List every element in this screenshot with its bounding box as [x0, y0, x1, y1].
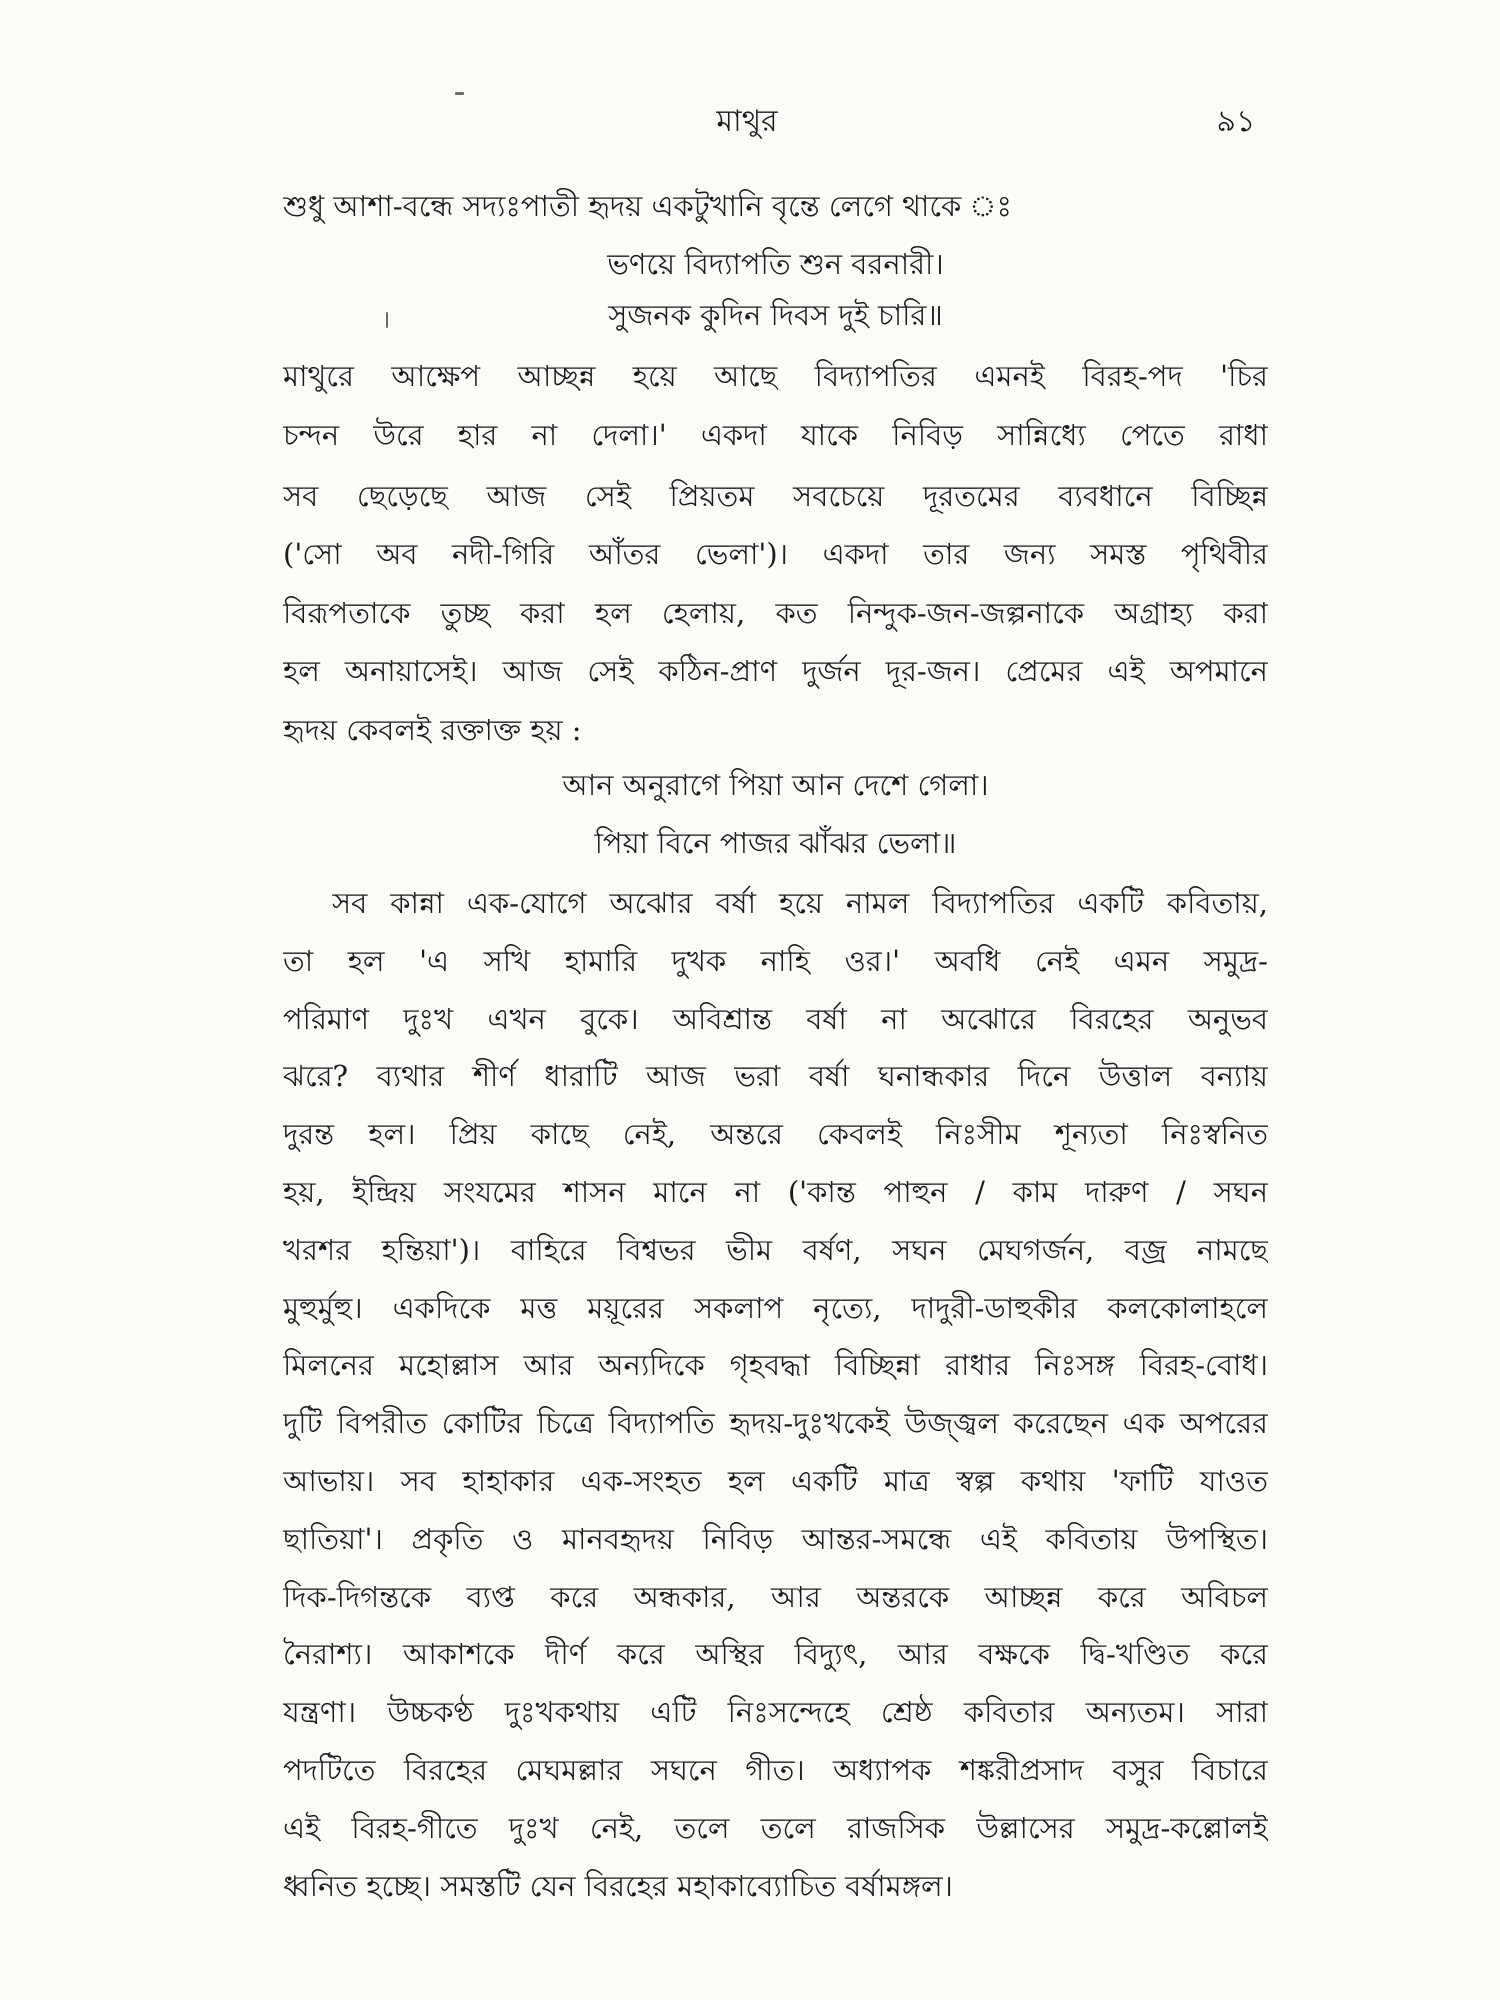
verse-1-line: ভণয়ে বিদ্যাপতি শুন বরনারী। [607, 247, 944, 281]
paragraph-2-line: মুহুর্মুহু। একদিকে মত্ত ময়ূরের সকলাপ নৃত্যে, দাদুরী-ডাহুকীর কলকোলাহলে [283, 1291, 1268, 1325]
paragraph-2-line: আভায়। সব হাহাকার এক-সংহত হল একটি মাত্র স্বল্প কথায় 'ফাটি যাওত [283, 1464, 1268, 1498]
paragraph-2-line: দুরন্ত হল। প্রিয় কাছে নেই, অন্তরে কেবলই নিঃসীম শূন্যতা নিঃস্বনিত [283, 1117, 1268, 1151]
running-title: মাথুর [716, 104, 778, 139]
intro-line: শুধু আশা-বন্ধে সদ্যঃপাতী হৃদয় একটুখানি বৃন্তে লেগে থাকে ঃ [283, 189, 1012, 223]
paragraph-2-line: ঝরে? ব্যথার শীর্ণ ধারাটি আজ ভরা বর্ষা ঘনান্ধকার দিনে উত্তাল বন্যায় [283, 1059, 1268, 1093]
paragraph-2-line: যন্ত্রণা। উচ্চকণ্ঠ দুঃখকথায় এটি নিঃসন্দেহে শ্রেষ্ঠ কবিতার অন্যতম। সারা [283, 1695, 1268, 1729]
paragraph-1-line: চন্দন উরে হার না দেলা।' একদা যাকে নিবিড় সান্নিধ্যে পেতে রাধা [283, 418, 1268, 452]
paragraph-2-line: ধ্বনিত হচ্ছে। সমস্তটি যেন বিরহের মহাকাব্যোচিত বর্ষামঙ্গল। [283, 1869, 953, 1903]
verse-1-line: সুজনক কুদিন দিবস দুই চারি॥ [608, 298, 943, 332]
paragraph-1-line: হৃদয় কেবলই রক্তাক্ত হয় : [283, 713, 582, 747]
paragraph-2-line: পদটিতে বিরহের মেঘমল্লার সঘনে গীত। অধ্যাপক শঙ্করীপ্রসাদ বসুর বিচারে [283, 1753, 1268, 1787]
paragraph-2-line: ছাতিয়া'। প্রকৃতি ও মানবহৃদয় নিবিড় আন্তর-সমন্ধে এই কবিতায় উপস্থিত। [283, 1522, 1268, 1556]
paragraph-2-line: তা হল 'এ সখি হামারি দুখক নাহি ওর।' অবধি নেই এমন সমুদ্র- [283, 944, 1268, 978]
page-number: ৯১ [1216, 104, 1256, 139]
paragraph-2-line: হয়, ইন্দ্রিয় সংযমের শাসন মানে না ('কান্ত পাহুন / কাম দারুণ / সঘন [283, 1175, 1268, 1209]
paragraph-2-line: সব কান্না এক-যোগে অঝোর বর্ষা হয়ে নামল বিদ্যাপতির একটি কবিতায়, [332, 886, 1268, 920]
paragraph-1-line: মাথুরে আক্ষেপ আচ্ছন্ন হয়ে আছে বিদ্যাপতির এমনই বিরহ-পদ 'চির [283, 359, 1268, 393]
paragraph-2-line: খরশর হন্তিয়া')। বাহিরে বিশ্বভর ভীম বর্ষণ, সঘন মেঘগর্জন, বজ্র নামছে [283, 1233, 1268, 1267]
paragraph-2-line: পরিমাণ দুঃখ এখন বুকে। অবিশ্রান্ত বর্ষা না অঝোরে বিরহের অনুভব [283, 1002, 1268, 1036]
paragraph-1-line: হল অনায়াসেই। আজ সেই কঠিন-প্রাণ দুর্জন দূর-জন। প্রেমের এই অপমানে [283, 654, 1268, 688]
paragraph-2-line: এই বিরহ-গীতে দুঃখ নেই, তলে তলে রাজসিক উল্লাসের সমুদ্র-কল্লোলই [283, 1811, 1268, 1845]
paragraph-2-line: মিলনের মহোল্লাস আর অন্যদিকে গৃহবদ্ধা বিচ্ছিন্না রাধার নিঃসঙ্গ বিরহ-বোধ। [283, 1348, 1268, 1382]
paragraph-2-line: দিক-দিগন্তকে ব্যপ্ত করে অন্ধকার, আর অন্তরকে আচ্ছন্ন করে অবিচল [283, 1580, 1268, 1614]
paragraph-2-line: দুটি বিপরীত কোটির চিত্রে বিদ্যাপতি হৃদয়-দুঃখকেই উজ্জ্বল করেছেন এক অপরের [283, 1406, 1268, 1440]
verse-2-line: পিয়া বিনে পাজর ঝাঁঝর ভেলা॥ [594, 826, 957, 860]
scan-speck [455, 92, 464, 95]
paragraph-2-line: নৈরাশ্য। আকাশকে দীর্ণ করে অস্থির বিদ্যুৎ, আর বক্ষকে দ্বি-খণ্ডিত করে [283, 1637, 1268, 1671]
paragraph-1-line: ('সো অব নদী-গিরি আঁতর ভেলা')। একদা তার জন্য সমস্ত পৃথিবীর [283, 537, 1268, 571]
paragraph-1-line: বিরূপতাকে তুচ্ছ করা হল হেলায়, কত নিন্দুক-জন-জল্পনাকে অগ্রাহ্য করা [283, 596, 1268, 630]
paragraph-1-line: সব ছেড়েছে আজ সেই প্রিয়তম সবচেয়ে দূরতমের ব্যবধানে বিচ্ছিন্ন [283, 479, 1268, 513]
verse-2-line: আন অনুরাগে পিয়া আন দেশে গেলা। [562, 768, 989, 802]
